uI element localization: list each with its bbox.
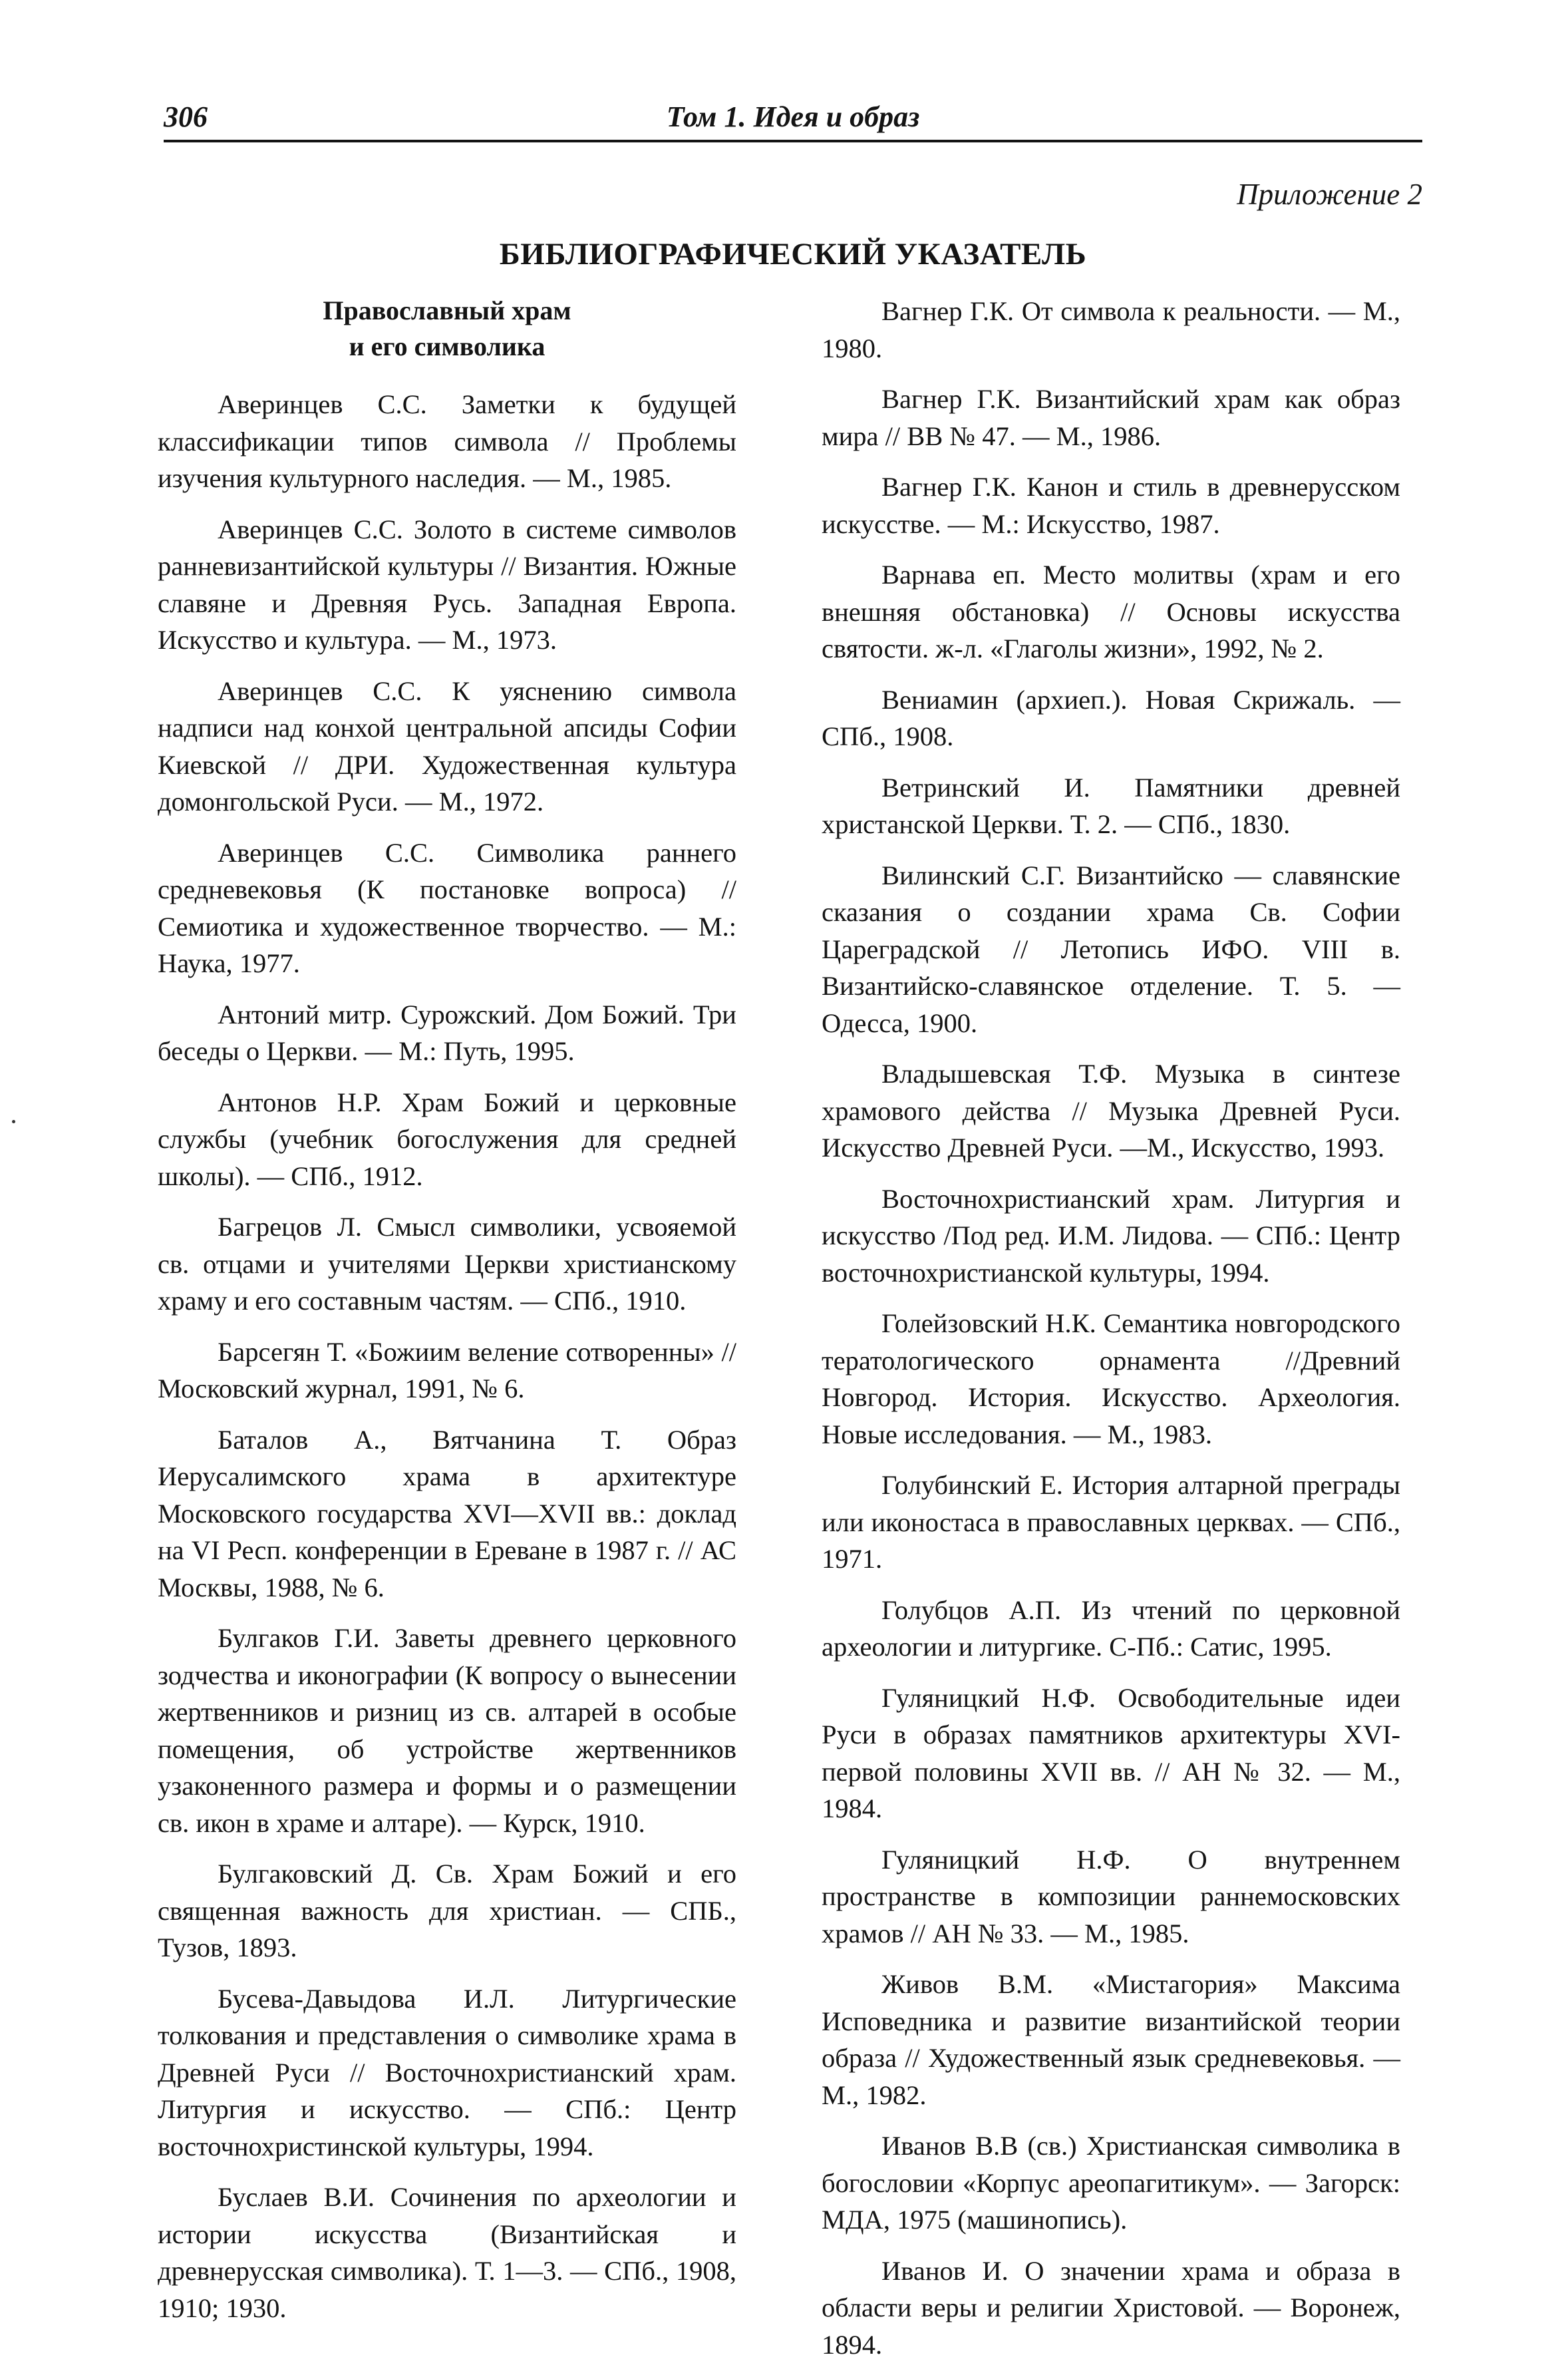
bibliography-entry: Буслаев В.И. Сочинения по археологии и истории искусства (Византийская и древнерусская символика). Т. 1—3. — СПб., 1908, 1910; 1930. bbox=[158, 2182, 736, 2323]
bibliography-entry: Иванов В.В (св.) Христианская символика в богословии «Корпус ареопагитикум». — Загорск: МДА, 1975 (машинопись). bbox=[822, 2131, 1400, 2235]
scan-speck bbox=[12, 1120, 15, 1123]
bibliography-entry: Антоний митр. Сурожский. Дом Божий. Три беседы о Церкви. — М.: Путь, 1995. bbox=[158, 999, 736, 1066]
bibliography-entry: Иванов И. О значении храма и образа в области веры и религии Христовой. — Воронеж, 1894. bbox=[822, 2255, 1400, 2360]
bibliography-entry: Вениамин (архиеп.). Новая Скрижаль. — СПб., 1908. bbox=[822, 684, 1400, 751]
volume-title: Том 1. Идея и образ bbox=[666, 100, 920, 133]
bibliography-entry: Вагнер Г.К. От символа к реальности. — М., 1980. bbox=[822, 296, 1400, 363]
right-column bbox=[822, 293, 1400, 2377]
bibliography-entry: Ветринский И. Памятники древней христанской Церкви. Т. 2. — СПб., 1830. bbox=[822, 772, 1400, 839]
section-heading-line: Православный храм bbox=[323, 295, 571, 325]
bibliography-entry: Бусева-Давыдова И.Л. Литургические толкования и представления о символике храма в Древней Руси // Восточнохристианский храм. Литургия и искусство. — СПб.: Центр восточнохристинской культуры, 1994. bbox=[158, 1983, 736, 2161]
bibliography-entry: Живов В.М. «Мистагория» Максима Исповедника и развитие византийской теории образа // Художественный язык средневековья. — М., 1982. bbox=[822, 1969, 1400, 2110]
bibliography-entry: Баталов А., Вятчанина Т. Образ Иерусалимского храма в архитектуре Московского государства XVI—XVII вв.: доклад на VI Респ. конференции в Ереване в 1987 г. // АС Москвы, 1988, № 6. bbox=[158, 1424, 736, 1602]
bibliography-entry: Голубинский Е. История алтарной преграды или иконостаса в православных церквах. — СПб., 1971. bbox=[822, 1470, 1400, 1574]
section-heading bbox=[158, 293, 736, 365]
bibliography-entry: Багрецов Л. Смысл символики, усвояемой св. отцами и учителями Церкви христианскому храму и его составным частям. — СПб., 1910. bbox=[158, 1212, 736, 1316]
bibliography-entry: Вагнер Г.К. Канон и стиль в древнерусском искусстве. — М.: Искусство, 1987. bbox=[822, 472, 1400, 539]
page-title: БИБЛИОГРАФИЧЕСКИЙ УКАЗАТЕЛЬ bbox=[499, 237, 1087, 272]
bibliography-entry: Аверинцев С.С. Золото в системе символов ранневизантийской культуры // Византия. Южные славяне и Древняя Русь. Западная Европа. Искусство и культура. — М., 1973. bbox=[158, 514, 736, 655]
bibliography-entry: Аверинцев С.С. Заметки к будущей классификации типов символа // Проблемы изучения культурного наследия. — М., 1985. bbox=[158, 389, 736, 493]
header-rule bbox=[164, 140, 1422, 142]
bibliography-entry: Аверинцев С.С. Символика раннего средневековья (К постановке вопроса) // Семиотика и художественное творчество. — М.: Наука, 1977. bbox=[158, 837, 736, 978]
bibliography-entry: Вилинский С.Г. Византийско — славянские сказания о создании храма Св. Софии Цареградской // Летопись ИФО. VIII в. Византийско-славянское отделение. Т. 5. — Одесса, 1900. bbox=[822, 860, 1400, 1038]
bibliography-entry: Восточнохристианский храм. Литургия и искусство /Под ред. И.М. Лидова. — СПб.: Центр восточнохристианской культуры, 1994. bbox=[822, 1183, 1400, 1288]
bibliography-entry: Гуляницкий Н.Ф. О внутреннем пространстве в композиции раннемосковских храмов // АН № 33. — М., 1985. bbox=[822, 1844, 1400, 1948]
bibliography-entry: Булгаковский Д. Св. Храм Божий и его священная важность для христиан. — СПБ., Тузов, 1893. bbox=[158, 1859, 736, 1962]
bibliography-entry: Аверинцев С.С. К уяснению символа надписи над конхой центральной апсиды Софии Киевской // ДРИ. Художественная культура домонгольской Руси. — М., 1972. bbox=[158, 675, 736, 817]
bibliography-entry: Голубцов А.П. Из чтений по церковной археологии и литургике. С-Пб.: Сатис, 1995. bbox=[822, 1594, 1400, 1662]
bibliography-entry: Гуляницкий Н.Ф. Освободительные идеи Руси в образах памятников архитектуры XVI-первой половины XVII вв. // АН № 32. — М., 1984. bbox=[822, 1682, 1400, 1823]
bibliography-entry: Антонов Н.Р. Храм Божий и церковные службы (учебник богослужения для средней школы). — СПб., 1912. bbox=[158, 1087, 736, 1191]
running-header bbox=[164, 93, 1422, 141]
bibliography-entry: Вагнер Г.К. Византийский храм как образ мира // ВВ № 47. — М., 1986. bbox=[822, 384, 1400, 451]
bibliography-entry: Владышевская Т.Ф. Музыка в синтезе храмового действа // Музыка Древней Руси. Искусство Древней Руси. —М., Искусство, 1993. bbox=[822, 1059, 1400, 1163]
left-column bbox=[158, 293, 736, 2340]
appendix-label: Приложение 2 bbox=[1237, 178, 1422, 211]
page-number: 306 bbox=[164, 100, 208, 133]
bibliography-entry: Барсегян Т. «Божиим веление сотворенны» // Московский журнал, 1991, № 6. bbox=[158, 1336, 736, 1403]
section-heading-line: и его символика bbox=[349, 331, 546, 361]
bibliography-entry: Булгаков Г.И. Заветы древнего церковного зодчества и иконографии (К вопросу о вынесении жертвенников и ризниц из св. алтарей в особые помещения, об устройстве жертвенников узаконенного размера и формы и о размещении св. икон в храме и алтаре). — Курск, 1910. bbox=[158, 1623, 736, 1838]
bibliography-entry: Голейзовский Н.К. Семантика новгородского тератологического орнамента //Древний Новгород. История. Искусство. Археология. Новые исследования. — М., 1983. bbox=[822, 1308, 1400, 1449]
bibliography-entry: Варнава еп. Место молитвы (храм и его внешняя обстановка) // Основы искусства святости. ж-л. «Глаголы жизни», 1992, № 2. bbox=[822, 560, 1400, 663]
